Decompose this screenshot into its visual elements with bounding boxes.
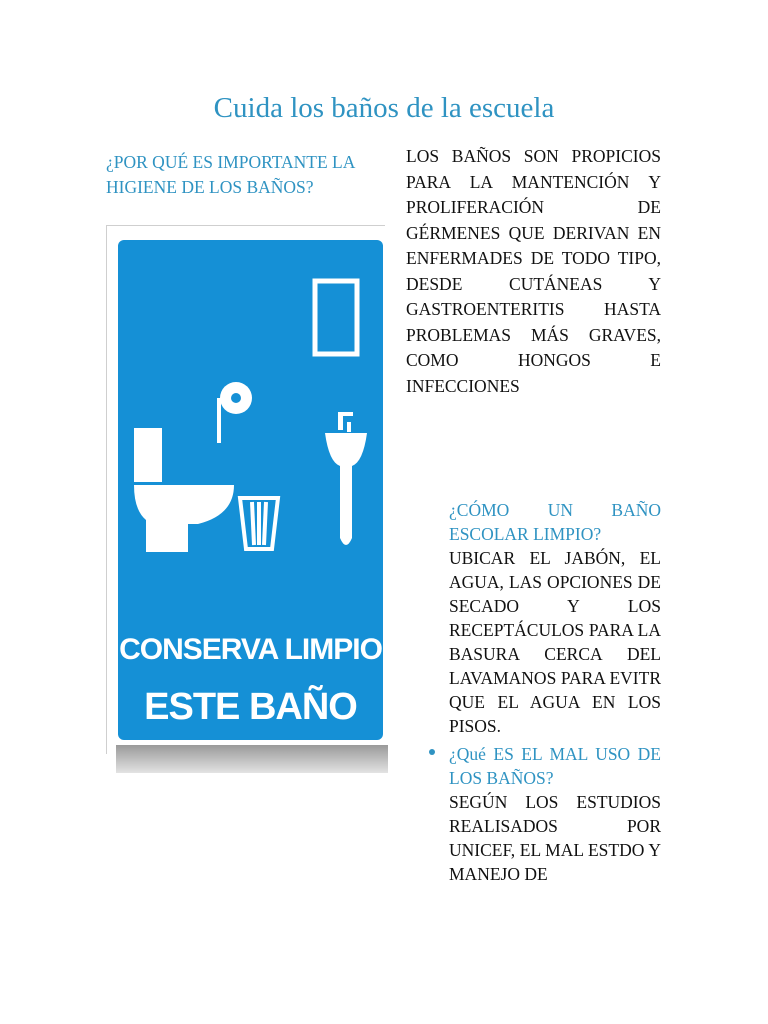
list-item-question: ¿CÓMO UN BAÑO ESCOLAR LIMPIO? xyxy=(449,500,661,544)
bullet-icon xyxy=(429,749,435,755)
blue-sign xyxy=(118,240,383,740)
sign-text-line2: ESTE BAÑO xyxy=(144,686,357,728)
trash-can-icon xyxy=(240,498,278,549)
question-list xyxy=(449,498,661,886)
paragraph-text: LOS BAÑOS SON PROPICIOS PARA LA MANTENCIÓN Y PROLIFERACIÓN DE GÉRMENES QUE DERIVAN EN ENFERMADES DE TODO TIPO, DESDE CUTÁNEAS Y GASTROENTERITIS HASTA PROBLEMAS MÁS GRAVES, COMO HONGOS E INFECCIONES xyxy=(406,146,661,396)
list-item-answer: UBICAR EL JABÓN, EL AGUA, LAS OPCIONES DE SECADO Y LOS RECEPTÁCULOS PARA LA BASURA CERCA DEL LAVAMANOS PARA EVITR QUE EL AGUA EN LOS PISOS. xyxy=(449,548,661,736)
sign-text-line1: CONSERVA LIMPIO xyxy=(119,633,382,666)
page-title: Cuida los baños de la escuela xyxy=(213,92,555,124)
list-item-question: ¿Qué ES EL MAL USO DE LOS BAÑOS? xyxy=(449,744,661,788)
sink-icon xyxy=(325,412,367,545)
mirror-icon xyxy=(315,281,357,354)
image-shadow xyxy=(116,745,388,773)
list-item xyxy=(449,498,661,738)
list-item-answer: SEGÚN LOS ESTUDIOS REALISADOS POR UNICEF, EL MAL ESTDO Y MANEJO DE xyxy=(449,792,661,884)
body-paragraph xyxy=(406,144,661,399)
question-heading: ¿POR QUÉ ES IMPORTANTE LA HIGIENE DE LOS BAÑOS? xyxy=(106,152,355,197)
bathroom-sign-image xyxy=(106,225,386,780)
toilet-paper-icon xyxy=(217,382,252,443)
toilet-icon xyxy=(134,428,234,552)
list-item xyxy=(449,742,661,886)
